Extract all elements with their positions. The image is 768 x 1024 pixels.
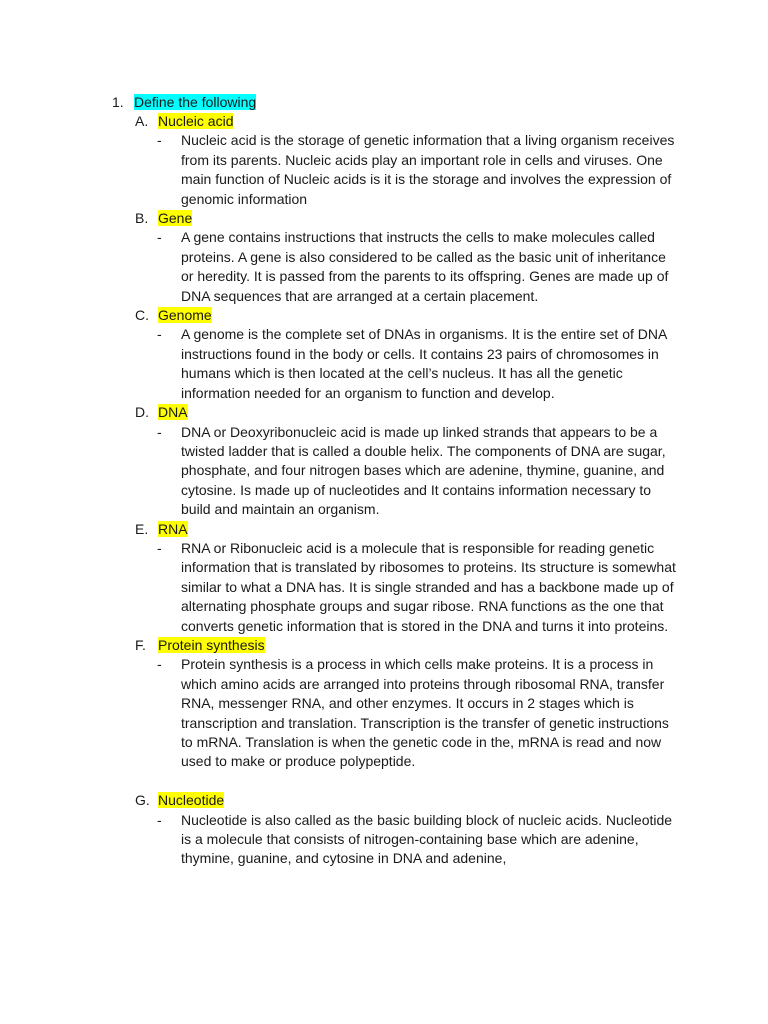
section-title: Genome: [158, 307, 212, 324]
section-nucleic-acid: [135, 112, 680, 209]
section-letter: G.: [135, 792, 150, 809]
definition-text: A genome is the complete set of DNAs in organisms. It is the entire set of DNA instructions found in the body or cells. It contains 23 pairs of chromosomes in humans which is then located at the cell’s nucleus. It has all the genetic information needed for an organism to function and develop.: [181, 326, 667, 401]
main-list-item: [112, 93, 256, 112]
section-nucleotide: [135, 791, 680, 869]
dash-bullet: -: [157, 132, 162, 149]
section-letter: D.: [135, 404, 149, 421]
dash-bullet: -: [157, 423, 162, 440]
section-heading: [135, 112, 680, 131]
section-heading: [135, 403, 680, 422]
definition-bullet: [135, 811, 680, 869]
section-gene: [135, 209, 680, 306]
section-title: Nucleotide: [158, 792, 225, 809]
definition-text: A gene contains instructions that instructs the cells to make molecules called proteins. A gene is also considered to be called as the basic unit of inheritance or heredity. It is passed from the parents to its offspring. Genes are made up of DNA sequences that are arranged at a certain placement.: [181, 229, 669, 304]
section-heading: [135, 636, 680, 655]
definition-bullet: [135, 325, 680, 403]
definition-bullet: [135, 655, 680, 771]
section-letter: B.: [135, 210, 149, 227]
definition-bullet: [135, 131, 680, 209]
section-rna: [135, 520, 680, 636]
section-title: Protein synthesis: [158, 636, 265, 653]
section-heading: [135, 209, 680, 228]
definition-bullet: [135, 423, 680, 520]
section-title: Gene: [158, 210, 193, 227]
section-letter: A.: [135, 113, 149, 129]
item-number: 1.: [112, 94, 124, 110]
definition-text: Nucleotide is also called as the basic building block of nucleic acids. Nucleotide is a molecule that consists of nitrogen-containing base which are adenine, thymine, guanine, and cytosine in DNA and adenine,: [181, 811, 673, 867]
dash-bullet: -: [157, 811, 162, 828]
section-letter: F.: [135, 636, 146, 653]
dash-bullet: -: [157, 539, 162, 556]
dash-bullet: -: [157, 326, 162, 343]
definitions-list: [135, 112, 680, 869]
item-title: Define the following: [134, 94, 257, 110]
dash-bullet: -: [157, 229, 162, 246]
definition-bullet: [135, 539, 680, 636]
section-protein-synthesis: [135, 636, 680, 772]
definition-text: Nucleic acid is the storage of genetic information that a living organism receives from its parents. Nucleic acids play an important role in cells and viruses. One main function of Nucleic acids is it is the storage and involves the expression of genomic information: [181, 132, 675, 207]
section-genome: [135, 306, 680, 403]
section-title: RNA: [158, 520, 188, 537]
definition-text: DNA or Deoxyribonucleic acid is made up linked strands that appears to be a twisted ladder that is called a double helix. The components of DNA are sugar, phosphate, and four nitrogen bases which are adenine, thymine, guanine, and cytosine. Is made up of nucleotides and It contains information necessary to build and maintain an organism.: [181, 423, 666, 518]
definition-text: RNA or Ribonucleic acid is a molecule that is responsible for reading genetic information that is translated by ribosomes to proteins. Its structure is somewhat similar to what a DNA has. It is single stranded and has a backbone made up of alternating phosphate groups and sugar ribose. RNA functions as the one that converts genetic information that is stored in the DNA and turns it into proteins.: [181, 539, 676, 634]
section-letter: C.: [135, 307, 149, 324]
section-heading: [135, 306, 680, 325]
section-heading: [135, 791, 680, 810]
definition-bullet: [135, 228, 680, 306]
section-title: DNA: [158, 404, 188, 421]
section-heading: [135, 520, 680, 539]
section-letter: E.: [135, 520, 149, 537]
section-title: Nucleic acid: [158, 113, 234, 129]
section-dna: [135, 403, 680, 519]
definition-text: Protein synthesis is a process in which cells make proteins. It is a process in which amino acids are arranged into proteins through ribosomal RNA, transfer RNA, messenger RNA, and other enzymes. It occurs in 2 stages which is transcription and translation. Transcription is the transfer of genetic instructions to mRNA. Translation is when the genetic code in the, mRNA is read and now used to make or produce polypeptide.: [181, 656, 669, 770]
blank-line: [135, 772, 680, 791]
dash-bullet: -: [157, 656, 162, 673]
